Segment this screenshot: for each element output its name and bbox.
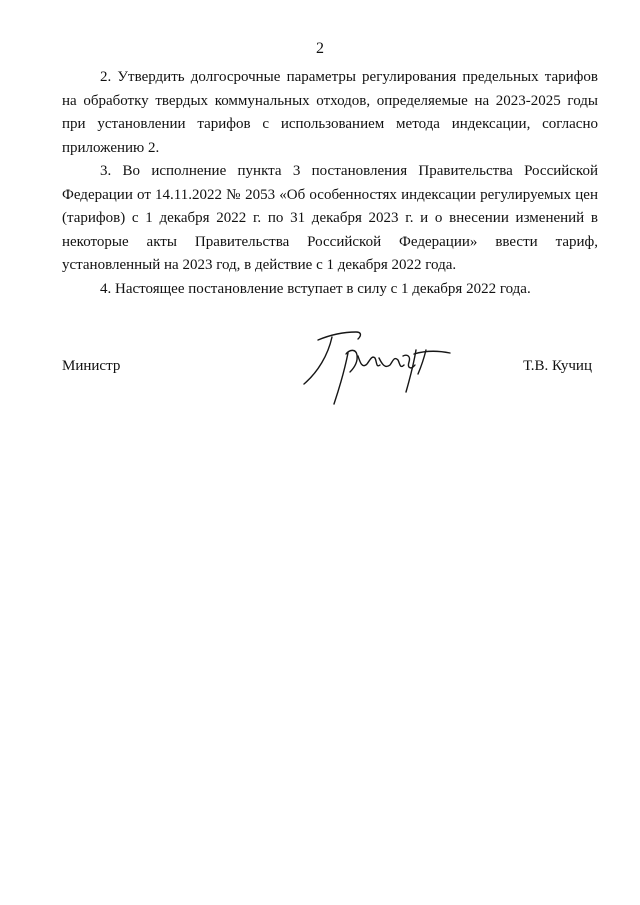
signatory-name: Т.В. Кучиц (523, 358, 592, 374)
handwritten-signature-icon (290, 320, 460, 410)
signatory-role: Министр (62, 358, 121, 374)
paragraph-2: 2. Утвердить долгосрочные параметры регулирования предельных тарифов на обработку твердых коммунальных отходов, определяемые на 2023-2025 годы при установлении тарифов с использованием метода индексации, согласно приложению 2. (62, 69, 598, 156)
paragraph-3: 3. Во исполнение пункта 3 постановления Правительства Российской Федерации от 14.11.2022 № 2053 «Об особенностях индексации регулируемых цен (тарифов) с 1 декабря 2022 г. по 31 декабря 2023 г. и о внесении изменений в некоторые акты Правительства Российской Федерации» ввести тариф, установленный на 2023 год, в действие с 1 декабря 2022 года. (62, 163, 598, 273)
document-body (62, 66, 598, 301)
page-number: 2 (316, 40, 324, 57)
paragraph-4: 4. Настоящее постановление вступает в силу с 1 декабря 2022 года. (100, 280, 531, 297)
signature-block (62, 320, 598, 410)
